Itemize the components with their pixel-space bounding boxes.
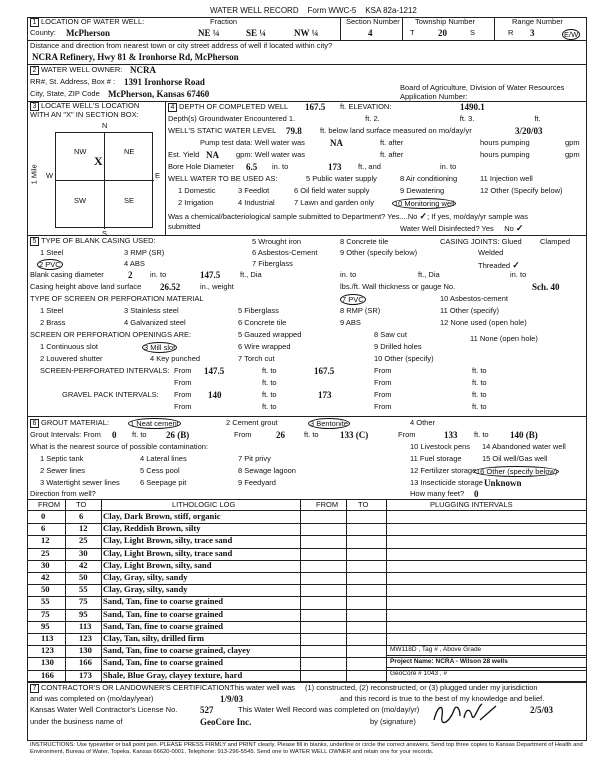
gpi-from-3: From xyxy=(174,402,192,411)
use-6: 6 Oil field water supply xyxy=(294,186,370,195)
wall-label: lbs./ft. Wall thickness or gauge No. xyxy=(340,282,456,291)
form-header xyxy=(210,6,417,15)
address-label: RR#, St. Address, Box # : xyxy=(30,77,116,86)
open-opt-2: 2 Louvered shutter xyxy=(40,354,103,363)
source-6: 6 Seepage pit xyxy=(140,478,187,487)
source-13: 13 Insecticide storage xyxy=(410,478,483,487)
spi-from-label: From xyxy=(174,366,192,375)
log-lithology: Clay, Gray, silty, sandy xyxy=(103,572,188,582)
log-to: 130 xyxy=(79,645,92,656)
log-from: 123 xyxy=(41,645,54,656)
gpi-ft-to-3: ft. to xyxy=(262,402,277,411)
casing-opt-4: 4 ABS xyxy=(124,259,145,268)
distance-value: NCRA Refinery, Hwy 81 & Ironhorse Rd, McPherson xyxy=(32,52,239,62)
quadrant-nw: NW xyxy=(74,147,87,156)
log-lithology: Sand, Tan, fine to coarse grained xyxy=(103,596,224,607)
range-number: 3 xyxy=(530,28,535,38)
static-value: 79.8 xyxy=(286,126,302,136)
record-label: This Water Well Record was completed on (mo/day/yr) xyxy=(238,705,420,714)
fraction-2: SE ¼ xyxy=(246,28,267,38)
county-label: County: xyxy=(30,28,56,37)
groundwater-label: Depth(s) Groundwater Encountered 1. ft. 2. ft. 3. ft. xyxy=(168,114,541,123)
height-value: 26.52 xyxy=(160,282,181,292)
plug-header-to: TO xyxy=(358,500,369,509)
quadrant-ne: NE xyxy=(124,147,135,156)
source-16: 16 Other (specify below) xyxy=(476,467,558,476)
board-label: Board of Agriculture, Division of Water Resources xyxy=(400,83,565,92)
log-lithology: Clay, Tan, silty, drilled firm xyxy=(103,633,204,643)
openings-label: SCREEN OR PERFORATION OPENINGS ARE: xyxy=(30,330,192,339)
section-1-label: 1 LOCATION OF WATER WELL: xyxy=(30,18,144,27)
log-to: 113 xyxy=(79,620,92,631)
owner-name: NCRA xyxy=(130,65,156,75)
bore-label: Bore Hole Diameter xyxy=(168,162,234,171)
section-box xyxy=(55,132,153,228)
source-15: 15 Oil well/Gas well xyxy=(482,454,548,463)
form-ksa: KSA 82a-1212 xyxy=(365,6,417,15)
fraction-1: NE ¼ xyxy=(198,28,220,38)
gauge-value: Sch. 40 xyxy=(532,282,560,292)
direction-label: Direction from well? xyxy=(30,489,96,498)
range-label: Range Number xyxy=(512,17,563,26)
grout-intervals-label: Grout Intervals: From xyxy=(30,430,101,439)
compass-n: N xyxy=(102,121,108,130)
business-name: GeoCore Inc. xyxy=(200,717,252,727)
grout-opt-1: 1 Neat cement xyxy=(130,419,179,428)
open-opt-7: 7 Torch cut xyxy=(238,354,275,363)
open-opt-8: 8 Saw cut xyxy=(374,330,407,339)
range-ew: E/W xyxy=(564,30,579,39)
casing-opt-1: 1 Steel xyxy=(40,248,64,257)
record-date: 2/5/03 xyxy=(530,705,554,715)
instructions: INSTRUCTIONS: Use typewriter or ball point pen. PLEASE PRESS FIRMLY and PRINT clearly. Please fill in blanks, underline or circle the correct answers. Send top three copies to Kansas Department of Health and Environment, Bureau of Water, Topeka, Kansas 66620-0001. Telephone: 913-296-5545. Send one to WATER WELL OWNER and retain one for your records. xyxy=(30,742,583,756)
completed-label: and was completed on (mo/day/year) xyxy=(30,694,154,703)
screen-opt-10: 10 Asbestos-cement xyxy=(440,294,508,303)
township-label: Township Number xyxy=(415,17,476,26)
gpi-ft-to-4: ft. to xyxy=(472,402,487,411)
bore-in-to-2: in. to xyxy=(440,162,457,171)
diameter-in-to: in. to xyxy=(150,270,167,279)
source-8: 8 Sewage lagoon xyxy=(238,466,296,475)
yield-label: Est. Yield xyxy=(168,150,200,159)
log-header-from: FROM xyxy=(38,500,61,509)
open-opt-10: 10 Other (specify) xyxy=(374,354,434,363)
source-14: 14 Abandoned water well xyxy=(482,442,566,451)
gpi-from: 140 xyxy=(208,390,222,400)
township-t: T xyxy=(410,28,415,37)
gpi-ft-to-2: ft. to xyxy=(472,390,487,399)
gpi-to: 173 xyxy=(318,390,332,400)
compass-e: E xyxy=(155,171,161,180)
use-12: 12 Other (Specify below) xyxy=(480,186,563,195)
log-to: 123 xyxy=(79,633,92,643)
elevation-value: 1490.1 xyxy=(460,102,485,112)
signature-mark xyxy=(430,700,500,726)
township-number: 20 xyxy=(438,28,447,38)
log-from: 30 xyxy=(41,559,50,570)
open-opt-3: 3 Mill slot xyxy=(144,343,176,352)
log-lithology: Sand, Tan, fine to coarse grained xyxy=(103,608,224,619)
log-to: 25 xyxy=(79,535,88,546)
mile-label: 1 Mile xyxy=(29,164,39,185)
bore-value: 6.5 xyxy=(246,162,258,172)
section-number-label: Section Number xyxy=(346,17,400,26)
spi-from-4: From xyxy=(374,378,392,387)
source-unknown: Unknown xyxy=(484,478,522,488)
spi-label: SCREEN-PERFORATED INTERVALS: xyxy=(40,366,170,375)
yield-gpm: gpm xyxy=(565,150,580,159)
source-11: 11 Fuel storage xyxy=(410,454,462,463)
log-to: 166 xyxy=(79,657,92,668)
log-to: 42 xyxy=(79,559,88,570)
log-from: 0 xyxy=(41,511,46,521)
log-to: 30 xyxy=(79,547,88,558)
log-lithology: Shale, Blue Gray, clayey texture, hard xyxy=(103,669,243,680)
log-from: 166 xyxy=(41,669,54,680)
license-number: 527 xyxy=(200,705,214,715)
application-label: Application Number: xyxy=(400,92,468,101)
grout-i3-to: 140 (B) xyxy=(510,430,538,440)
log-from: 6 xyxy=(41,523,46,534)
yield-ft-after: ft. after xyxy=(380,150,404,159)
use-2: 2 Irrigation xyxy=(178,198,214,207)
casing-opt-5: 5 Wrought iron xyxy=(252,237,302,246)
range-r: R xyxy=(508,28,514,37)
grout-i3-from: 133 xyxy=(444,430,458,440)
pump-value: NA xyxy=(330,138,343,148)
open-opt-1: 1 Continuous slot xyxy=(40,342,98,351)
pump-label: Pump test data: Well water was xyxy=(200,138,305,147)
log-from: 42 xyxy=(41,572,50,582)
fraction-label: Fraction xyxy=(210,17,238,26)
use-9: 9 Dewatering xyxy=(400,186,445,195)
use-5: 5 Public water supply xyxy=(306,174,377,183)
screen-opt-8: 8 RMP (SR) xyxy=(340,306,381,315)
log-lithology: Clay, Reddish Brown, silty xyxy=(103,523,201,534)
use-7: 7 Lawn and garden only xyxy=(294,198,375,207)
depth-value: 167.5 xyxy=(305,102,326,112)
static-label: WELL'S STATIC WATER LEVEL xyxy=(168,126,277,135)
screen-opt-3: 3 Stainless steel xyxy=(124,306,179,315)
signature-label: by (signature) xyxy=(370,717,416,726)
location-mark: X xyxy=(94,154,103,168)
yield-rest: gpm: Well water was xyxy=(236,150,306,159)
gpi-from-4: From xyxy=(374,402,392,411)
diameter-label: Blank casing diameter xyxy=(30,270,104,279)
submitted-label: submitted xyxy=(168,222,201,231)
open-opt-4: 4 Key punched xyxy=(150,354,201,363)
log-header-lithology: LITHOLOGIC LOG xyxy=(172,500,236,509)
completed-date: 1/9/03 xyxy=(220,694,244,704)
source-4: 4 Lateral lines xyxy=(140,454,187,463)
log-header-to: TO xyxy=(76,500,87,509)
gpi-from-2: From xyxy=(374,390,392,399)
grout-i3-from-label: From xyxy=(398,430,416,439)
open-opt-9: 9 Drilled holes xyxy=(374,342,422,351)
grout-i3-ft-to: ft. to xyxy=(474,430,489,439)
geocore-number: GeoCore # 1043 , # xyxy=(390,670,448,677)
log-from: 55 xyxy=(41,596,50,607)
disinfected-label: Water Well Disinfected? Yes No ✓ xyxy=(400,223,524,233)
elevation-label: ft. ELEVATION: xyxy=(340,102,392,111)
casing-opt-7: 7 Fiberglass xyxy=(252,259,293,268)
chem-label: Was a chemical/bacteriological sample submitted to Department? Yes....No ✓; If yes, mo/day/yr sample was xyxy=(168,211,528,221)
log-from: 25 xyxy=(41,547,50,558)
source-12: 12 Fertilizer storage xyxy=(410,466,477,475)
grout-i1-from: 0 xyxy=(112,430,117,440)
quadrant-sw: SW xyxy=(74,196,87,205)
casing-opt-3: 3 RMP (SR) xyxy=(124,248,165,257)
grout-i2-from: 26 xyxy=(276,430,285,440)
section-5-label: 5 TYPE OF BLANK CASING USED: xyxy=(30,237,156,246)
screen-opt-1: 1 Steel xyxy=(40,306,64,315)
bore-in-to: in. to xyxy=(272,162,289,171)
log-lithology: Sand, Tan, fine to coarse grained xyxy=(103,620,224,631)
gpi-from-label: From xyxy=(174,390,192,399)
log-lithology: Clay, Light Brown, silty, sand xyxy=(103,559,212,570)
log-lithology: Sand, Tan, fine to coarse grained, clayey xyxy=(103,645,251,656)
grout-i1-ft-to: ft. to xyxy=(132,430,147,439)
joints-threaded: Threaded ✓ xyxy=(478,260,520,270)
casing-opt-2: 2 PVC xyxy=(39,260,61,269)
true-text: and this record is true to the best of my knowledge and belief. xyxy=(340,694,545,703)
use-1: 1 Domestic xyxy=(178,186,216,195)
mw-tag: MW118D , Tag # , Above Grade xyxy=(390,646,482,653)
pump-ft-after: ft. after xyxy=(380,138,404,147)
spi-from-2: From xyxy=(374,366,392,375)
log-from: 130 xyxy=(41,657,54,668)
cert-text-1: This water well was xyxy=(230,683,296,692)
section-6-label: 6 GROUT MATERIAL: xyxy=(30,419,109,428)
pump-hours: hours pumping xyxy=(480,138,530,147)
form-number: Form WWC-5 xyxy=(307,6,357,15)
spi-to: 167.5 xyxy=(314,366,335,376)
screen-opt-7: 7 PVC xyxy=(342,295,364,304)
grout-i2-from-label: From xyxy=(234,430,252,439)
diameter-to: 147.5 xyxy=(200,270,221,280)
height-weight: in., weight xyxy=(200,282,234,291)
log-to: 6 xyxy=(79,511,84,521)
log-to: 95 xyxy=(79,608,88,619)
log-from: 50 xyxy=(41,584,50,595)
use-10: 10 Monitoring well xyxy=(394,199,455,208)
pump-gpm: gpm xyxy=(565,138,580,147)
static-date: 3/20/03 xyxy=(515,126,543,136)
owner-city: McPherson, Kansas 67460 xyxy=(108,89,210,99)
distance-label: Distance and direction from nearest town or city street address of well if located within city? xyxy=(30,41,333,50)
log-to: 12 xyxy=(79,523,88,534)
log-lithology: Clay, Light Brown, silty, trace sand xyxy=(103,535,233,546)
yield-hours: hours pumping xyxy=(480,150,530,159)
section-2-label: 2 WATER WELL OWNER: xyxy=(30,66,122,75)
use-8: 8 Air conditioning xyxy=(400,174,458,183)
joints-clamped: Clamped xyxy=(540,237,571,246)
log-lithology: Clay, Light Brown, silty, trace sand xyxy=(103,547,233,558)
use-3: 3 Feedlot xyxy=(238,186,270,195)
log-to: 173 xyxy=(79,669,92,680)
plug-header-intervals: PLUGGING INTERVALS xyxy=(430,500,513,509)
fraction-3: NW ¼ xyxy=(294,28,319,38)
screen-opt-6: 6 Concrete tile xyxy=(238,318,287,327)
spi-ft-to: ft. to xyxy=(262,366,277,375)
log-from: 75 xyxy=(41,608,50,619)
screen-opt-12: 12 None used (open hole) xyxy=(440,318,527,327)
bore-and: ft., and xyxy=(358,162,381,171)
source-10: 10 Livestock pens xyxy=(410,442,471,451)
section-3-label: 3 LOCATE WELL'S LOCATION WITH AN "X" IN SECTION BOX: xyxy=(30,101,140,119)
compass-s: S xyxy=(102,229,108,238)
log-to: 75 xyxy=(79,596,88,607)
joints-welded: Welded xyxy=(478,248,504,257)
quadrant-se: SE xyxy=(124,196,135,205)
section-number: 4 xyxy=(368,28,373,38)
grout-i1-to: 26 (B) xyxy=(166,430,190,440)
license-label: Kansas Water Well Contractor's License No. xyxy=(30,705,178,714)
source-3: 3 Watertight sewer lines xyxy=(40,478,120,487)
casing-opt-8: 8 Concrete tile xyxy=(340,237,389,246)
log-lithology: Clay, Dark Brown, stiff, organic xyxy=(103,511,221,521)
use-11: 11 Injection well xyxy=(480,174,533,183)
source-label: What is the nearest source of possible contamination: xyxy=(30,442,209,451)
log-from: 113 xyxy=(41,633,54,643)
source-1: 1 Septic tank xyxy=(40,454,84,463)
screen-opt-5: 5 Fiberglass xyxy=(238,306,279,315)
casing-opt-9: 9 Other (specify below) xyxy=(340,248,418,257)
business-label: under the business name of xyxy=(30,717,123,726)
grout-opt-3: 3 Bentonite xyxy=(310,419,348,428)
casing-opt-6: 6 Asbestos-Cement xyxy=(252,248,318,257)
diameter-in-to-2: in. to xyxy=(340,270,357,279)
source-5: 5 Cess pool xyxy=(140,466,180,475)
spi-from-3: From xyxy=(174,378,192,387)
owner-address: 1391 Ironhorse Road xyxy=(124,77,205,87)
section-4-depth: 4 DEPTH OF COMPLETED WELL xyxy=(168,103,288,112)
grout-i2-to: 133 (C) xyxy=(340,430,369,440)
grout-opt-4: 4 Other xyxy=(410,418,436,427)
spi-from: 147.5 xyxy=(204,366,225,376)
section-7-label: 7 CONTRACTOR'S OR LANDOWNER'S CERTIFICATION: xyxy=(30,684,232,693)
township-s: S xyxy=(470,28,476,37)
source-2: 2 Sewer lines xyxy=(40,466,86,475)
how-many-label: How many feet? xyxy=(410,489,465,498)
log-to: 55 xyxy=(79,584,88,595)
cert-options: (1) constructed, (2) reconstructed, or (3) plugged under my jurisdiction xyxy=(305,683,538,692)
screen-opt-2: 2 Brass xyxy=(40,318,66,327)
compass-w: W xyxy=(46,171,54,180)
screen-opt-4: 4 Galvanized steel xyxy=(124,318,186,327)
grout-i2-ft-to: ft. to xyxy=(304,430,319,439)
screen-opt-11: 11 Other (specify) xyxy=(440,306,500,315)
project-name: Project Name: NCRA - Wilson 28 wells xyxy=(390,658,508,665)
static-rest: ft. below land surface measured on mo/day/yr xyxy=(320,126,472,135)
source-9: 9 Feedyard xyxy=(238,478,276,487)
yield-value: NA xyxy=(206,150,219,160)
city-label: City, State, ZIP Code xyxy=(30,89,100,98)
spi-ft-to-4: ft. to xyxy=(472,378,487,387)
plug-header-from: FROM xyxy=(316,500,339,509)
log-lithology: Sand, Tan, fine to coarse grained xyxy=(103,657,224,668)
how-many-value: 0 xyxy=(474,489,479,499)
open-opt-6: 6 Wire wrapped xyxy=(238,342,291,351)
joints-label: CASING JOINTS: Glued xyxy=(440,237,522,246)
bore-to: 173 xyxy=(328,162,342,172)
form-title: WATER WELL RECORD xyxy=(210,6,299,15)
spi-ft-to-2: ft. to xyxy=(472,366,487,375)
county-value: McPherson xyxy=(66,28,110,38)
gpi-label: GRAVEL PACK INTERVALS: xyxy=(62,390,159,399)
spi-ft-to-3: ft. to xyxy=(262,378,277,387)
source-7: 7 Pit privy xyxy=(238,454,271,463)
diameter-in-to-3: in. to xyxy=(510,270,527,279)
grout-opt-2: 2 Cement grout xyxy=(226,418,278,427)
log-to: 50 xyxy=(79,572,88,582)
log-from: 95 xyxy=(41,620,50,631)
open-opt-5: 5 Gauzed wrapped xyxy=(238,330,302,339)
log-lithology: Clay, Gray, silty, sandy xyxy=(103,584,188,595)
screen-label: TYPE OF SCREEN OR PERFORATION MATERIAL xyxy=(30,294,204,303)
use-4: 4 Industrial xyxy=(238,198,275,207)
height-label: Casing height above land surface xyxy=(30,282,142,291)
diameter-ft-dia-2: ft., Dia xyxy=(418,270,440,279)
diameter-value: 2 xyxy=(128,270,133,280)
diameter-ft-dia: ft., Dia xyxy=(240,270,262,279)
log-from: 12 xyxy=(41,535,50,546)
gpi-ft-to: ft. to xyxy=(262,390,277,399)
use-label: WELL WATER TO BE USED AS: xyxy=(168,174,278,183)
open-opt-11: 11 None (open hole) xyxy=(470,334,538,343)
screen-opt-9: 9 ABS xyxy=(340,318,361,327)
